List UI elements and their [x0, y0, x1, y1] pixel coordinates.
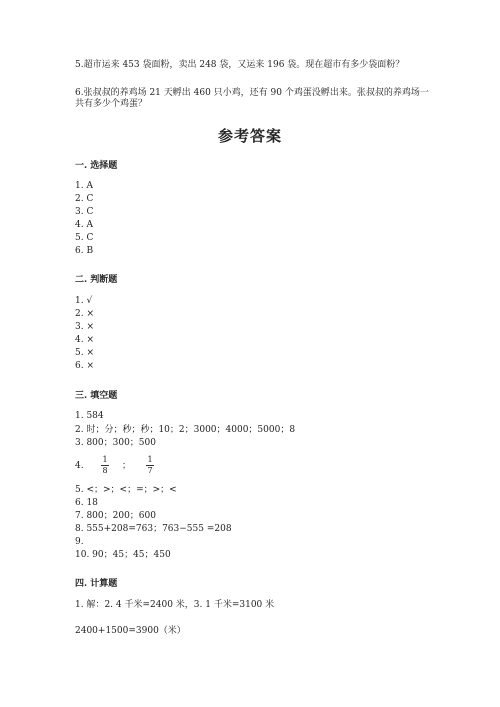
fraction-one-eighth [101, 455, 109, 476]
fraction-numerator: 1 [102, 455, 108, 464]
calc-answer-1-step: 2400+1500=3900（米） [75, 626, 186, 636]
calc-answer-1: 1. 解：2. 4 千米=2400 米，3. 1 千米=3100 米 [75, 600, 275, 610]
fill-answer-9: 9. [75, 537, 84, 547]
fill-answer-5: 5. <；>；<；=；>；< [75, 485, 177, 495]
answer-title: 参考答案 [217, 127, 282, 145]
fill-answer-2: 2. 时；分；秒；秒；10；2；3000；4000；5000；8 [75, 425, 296, 435]
question-5: 5.超市运来 453 袋面粉，卖出 248 袋，又运来 196 袋。现在超市有多少袋面粉？ [75, 60, 405, 70]
fraction-numerator: 1 [147, 455, 153, 464]
fraction-denominator: 8 [102, 466, 108, 475]
fill-answer-10: 10. 90；45；45；450 [75, 550, 171, 560]
question-6: 6.张叔叔的养鸡场 21 天孵出 460 只小鸡，还有 90 个鸡蛋没孵出来。张叔叔的养鸡场一共有多少个鸡蛋？ [75, 88, 429, 109]
judge-answer-1: 1. √ [75, 296, 93, 306]
fill-answer-6: 6. 18 [75, 498, 98, 508]
fill-answer-3: 3. 800；300；500 [75, 438, 156, 448]
section-title-fill: 三. 填空题 [75, 391, 118, 401]
judge-answer-2: 2. × [75, 309, 94, 319]
fill-answer-4-separator: ； [122, 461, 132, 471]
fill-answer-7: 7. 800；200；600 [75, 511, 156, 521]
fill-answer-1: 1. 584 [75, 411, 104, 421]
fraction-one-seventh [146, 455, 154, 476]
judge-answer-4: 4. × [75, 335, 94, 345]
choice-answer-4: 4. A [75, 220, 93, 230]
judge-answer-5: 5. × [75, 348, 94, 358]
judge-answer-3: 3. × [75, 322, 94, 332]
choice-answer-1: 1. A [75, 181, 93, 191]
section-title-judge: 二. 判断题 [75, 275, 118, 285]
choice-answer-5: 5. C [75, 233, 94, 243]
choice-answer-3: 3. C [75, 207, 94, 217]
fraction-denominator: 7 [147, 466, 153, 475]
judge-answer-6: 6. × [75, 361, 94, 371]
section-title-calc: 四. 计算题 [75, 579, 118, 589]
fill-answer-8: 8. 555+208=763；763−555 =208 [75, 524, 232, 534]
choice-answer-6: 6. B [75, 246, 94, 256]
section-title-choice: 一. 选择题 [75, 161, 118, 171]
fill-answer-4-label: 4. [75, 461, 84, 471]
choice-answer-2: 2. C [75, 194, 94, 204]
